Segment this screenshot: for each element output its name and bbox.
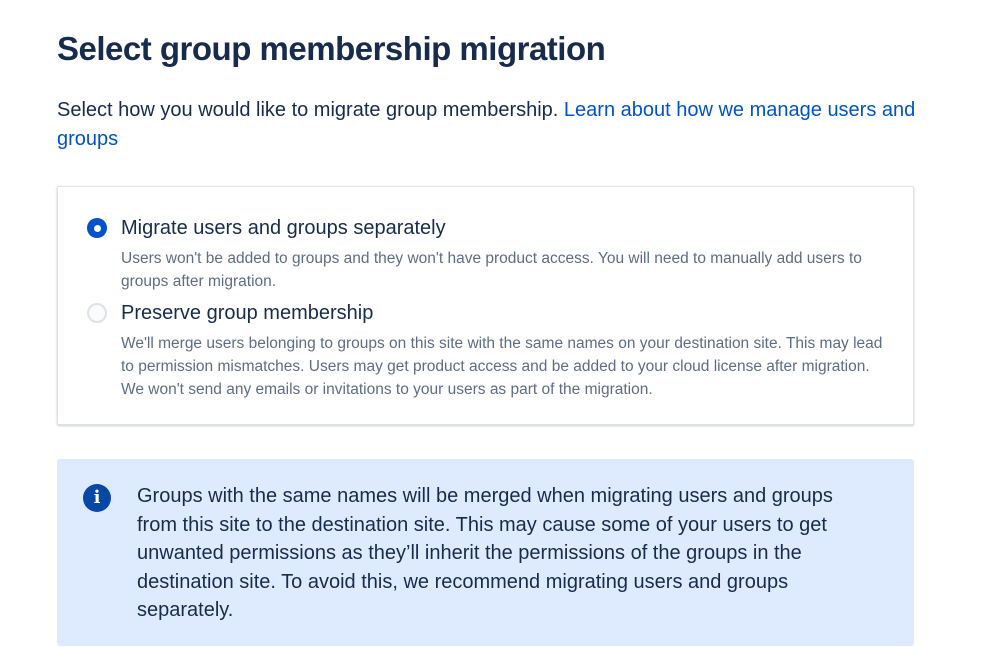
migration-options-card	[57, 186, 914, 425]
radio-migrate-separately[interactable]	[87, 218, 107, 238]
intro-text: Select how you would like to migrate group membership.	[57, 99, 564, 121]
option-description: Users won't be added to groups and they won't have product access. You will need to manually add users to groups after migration.	[121, 250, 862, 290]
intro-paragraph	[57, 96, 927, 153]
info-icon: i	[83, 484, 111, 512]
option-label[interactable]: Migrate users and groups separately	[121, 217, 446, 239]
option-description: We'll merge users belonging to groups on this site with the same names on your destination site. This may lead to permission mismatches. Users may get product access and be added to your cloud license after migration. We won't send any emails or invitations to your users as part of the migration.	[121, 335, 883, 398]
radio-preserve-membership[interactable]	[87, 303, 107, 323]
info-text: Groups with the same names will be merged when migrating users and groups from this site to the destination site. This may cause some of your users to get unwanted permissions as they’ll inherit the permissions of the groups in the destination site. To avoid this, we recommend migrating users and groups separately.	[137, 485, 833, 621]
learn-more-link[interactable]: Learn about how we manage users and groups	[57, 99, 916, 150]
page-title: Select group membership migration	[57, 30, 606, 67]
info-panel	[57, 459, 914, 646]
option-label[interactable]: Preserve group membership	[121, 302, 374, 324]
